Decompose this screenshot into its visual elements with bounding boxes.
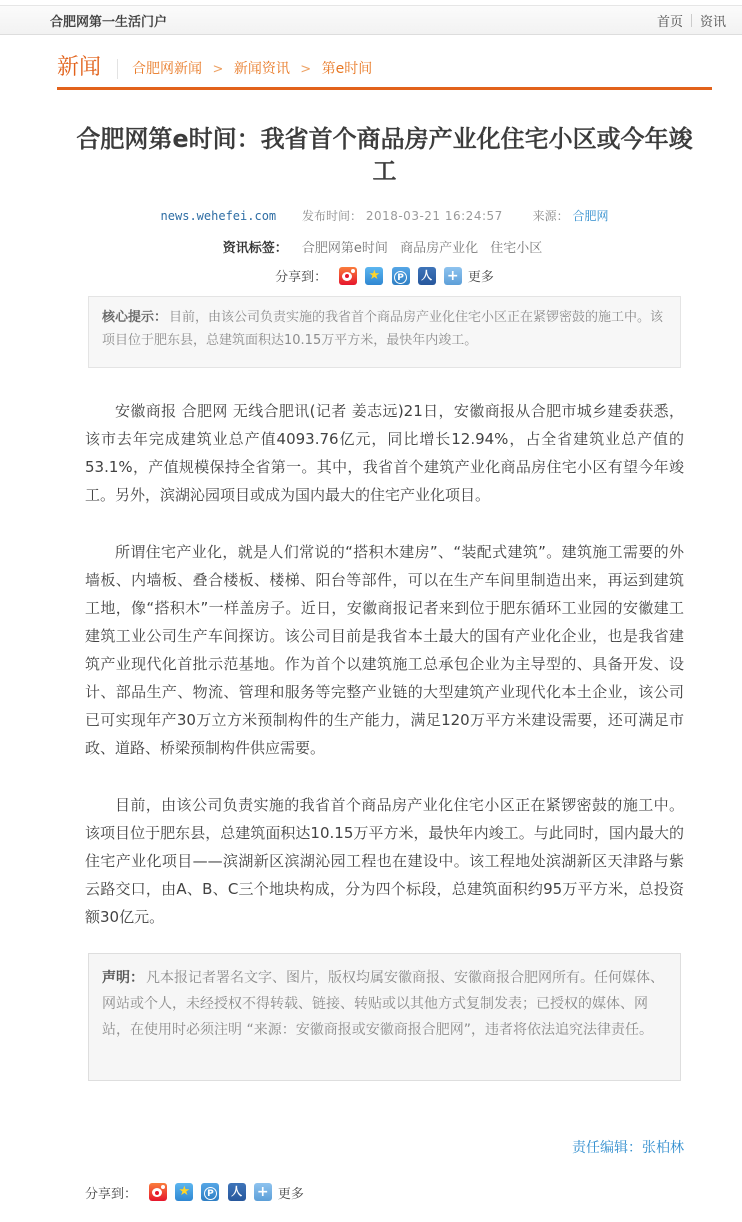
pengyou-icon[interactable]: P (201, 1183, 219, 1201)
publish-time-label: 发布时间： (301, 209, 362, 223)
topbar-link-home[interactable]: 首页 (656, 14, 683, 30)
editor-label: 责任编辑： (572, 1139, 642, 1156)
tag-link[interactable]: 合肥网第e时间 (301, 241, 388, 256)
article-meta (57, 207, 712, 224)
more-share-icon[interactable]: + (254, 1183, 272, 1201)
breadcrumb (132, 58, 372, 80)
sina-weibo-icon[interactable] (339, 267, 357, 285)
tag-link[interactable]: 商品房产业化 (400, 241, 479, 256)
breadcrumb-separator: > (212, 62, 224, 77)
statement-label: 声明： (102, 970, 144, 987)
main-container (57, 56, 712, 1202)
tag-link[interactable]: 住宅小区 (490, 241, 543, 256)
breadcrumb-link-hefei-news[interactable]: 合肥网新闻 (132, 61, 203, 77)
core-tip-label: 核心提示： (102, 310, 168, 325)
article-paragraph: 目前，由该公司负责实施的我省首个商品房产业化住宅小区正在紧锣密鼓的施工中。该项目位于肥东县，总建筑面积达10.15万平方米，最快年内竣工。与此同时，国内最大的住宅产业化项目——滨湖新区滨湖沁园工程也在建设中。该工程地处滨湖新区天津路与紫云路交口，由A、B、C三个地块构成，分为四个标段，总建筑面积约95万平方米，总投资额30亿元。 (85, 796, 684, 927)
share-bar-top (57, 266, 712, 285)
source-label: 来源： (532, 209, 569, 223)
article-paragraph: 所谓住宅产业化，就是人们常说的“搭积木建房”、“装配式建筑”。建筑施工需要的外墙板、内墙板、叠合楼板、楼梯、阳台等部件，可以在生产车间里制造出来，再运到建筑工地，像“搭积木”一样盖房子。近日，安徽商报记者来到位于肥东循环工业园的安徽建工建筑工业公司生产车间探访。该公司目前是我省本土最大的国有产业化企业，也是我省建筑产业现代化首批示范基地。作为首个以建筑施工总承包企业为主导型的、具备开发、设计、部品生产、物流、管理和服务等完整产业链的大型建筑产业现代化本土企业，该公司已可实现年产30万立方米预制构件的生产能力，满足120万平方米建设需要，还可满足市政、道路、桥梁预制构件供应需要。 (85, 542, 684, 758)
core-tip-box (88, 296, 681, 368)
tags-label: 资讯标签： (222, 241, 288, 256)
qzone-icon[interactable]: ★ (175, 1183, 193, 1201)
site-url-link[interactable]: news.wehefei.com (160, 209, 277, 223)
publish-time-value: 2018-03-21 16:24:57 (365, 209, 503, 223)
channel-name[interactable]: 新闻 (57, 55, 102, 80)
renren-icon[interactable]: 人 (228, 1183, 246, 1201)
share-more-link[interactable]: 更多 (467, 270, 494, 285)
copyright-statement-box (88, 953, 681, 1081)
breadcrumb-link-e-time[interactable]: 第e时间 (321, 61, 373, 77)
channel-header (57, 56, 712, 90)
article-body (57, 397, 712, 932)
weibo-eye-glyph (342, 272, 352, 281)
share-bar-bottom (57, 1183, 712, 1202)
source-link[interactable]: 合肥网 (572, 209, 609, 223)
article-title: 合肥网第e时间：我省首个商品房产业化住宅小区或今年竣工 (76, 125, 693, 185)
breadcrumb-link-news-info[interactable]: 新闻资讯 (233, 61, 290, 77)
weibo-eye-glyph (152, 1188, 162, 1197)
pengyou-icon[interactable]: P (392, 267, 410, 285)
topbar (0, 5, 742, 35)
share-more-link[interactable]: 更多 (277, 1186, 304, 1202)
statement-text: 凡本报记者署名文字、图片，版权均属安徽商报、安徽商报合肥网所有。任何媒体、网站或个人，未经授权不得转载、链接、转贴或以其他方式复制发表；已授权的媒体、网站，在使用时必须注明 “来源：安徽商报或安徽商报合肥网”，违者将依法追究法律责任。 (102, 970, 664, 1039)
qzone-icon[interactable]: ★ (365, 267, 383, 285)
core-tip-text: 目前，由该公司负责实施的我省首个商品房产业化住宅小区正在紧锣密鼓的施工中。该项目位于肥东县，总建筑面积达10.15万平方米，最快年内竣工。 (102, 310, 664, 348)
share-label: 分享到： (275, 270, 328, 285)
editor-name: 张柏林 (642, 1139, 684, 1156)
sina-weibo-icon[interactable] (149, 1183, 167, 1201)
share-label: 分享到： (85, 1186, 138, 1202)
breadcrumb-separator: > (300, 62, 312, 77)
more-share-icon[interactable]: + (444, 267, 462, 285)
renren-icon[interactable]: 人 (418, 267, 436, 285)
article-tags (57, 237, 712, 256)
article-paragraph: 安徽商报 合肥网 无线合肥讯(记者 姜志远)21日，安徽商报从合肥市城乡建委获悉，该市去年完成建筑业总产值4093.76亿元，同比增长12.94%，占全省建筑业总产值的53.1%，产值规模保持全省第一。其中，我省首个建筑产业化商品房住宅小区有望今年竣工。另外，滨湖沁园项目或成为国内最大的住宅产业化项目。 (85, 401, 684, 504)
channel-divider (117, 59, 118, 79)
site-title: 合肥网第一生活门户 (50, 14, 168, 30)
editor-row (57, 1137, 712, 1157)
topbar-links (649, 11, 734, 30)
topbar-link-news[interactable]: 资讯 (699, 14, 726, 30)
